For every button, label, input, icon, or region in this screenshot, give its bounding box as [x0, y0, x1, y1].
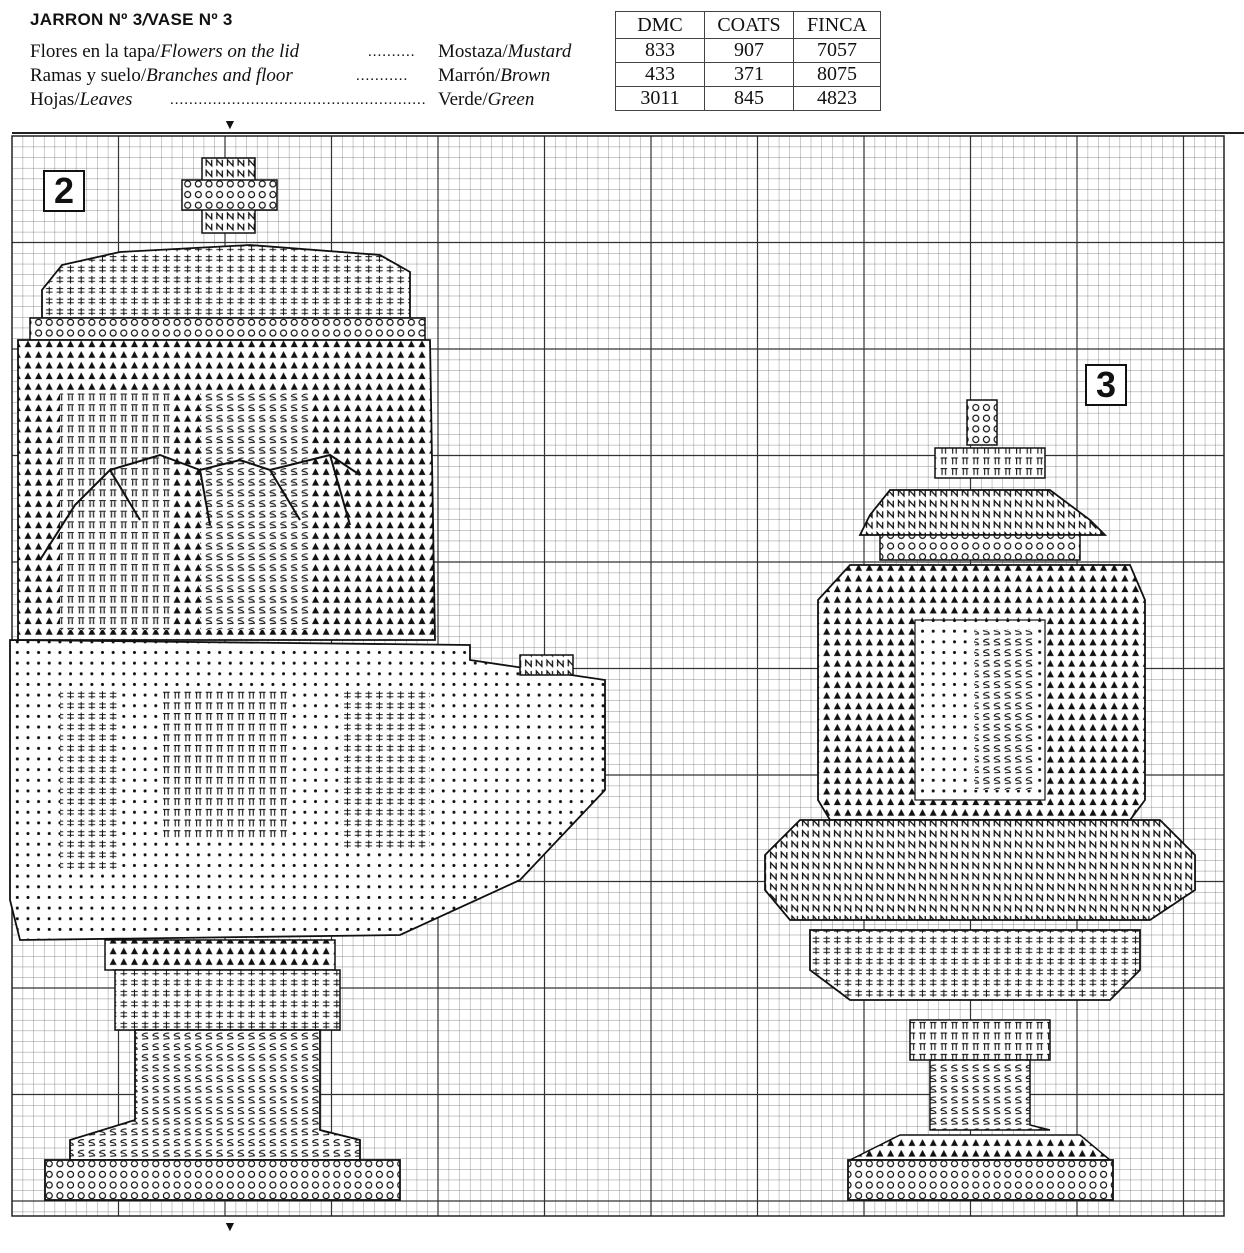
table-cell: 4823 — [794, 87, 881, 111]
leader-dots: .......... — [368, 44, 416, 60]
vase-3-lid-rim — [880, 535, 1080, 560]
legend-color-es: Marrón — [438, 65, 495, 86]
legend-label-en: Flowers on the lid — [160, 41, 300, 62]
table-cell: 907 — [705, 39, 794, 63]
table-cell: 845 — [705, 87, 794, 111]
vase-3-lower-body — [810, 930, 1140, 1000]
vase-2-body-pattern-left — [60, 390, 170, 630]
legend-color: Marrón/Brown — [438, 65, 551, 86]
leader-dots: ........... — [356, 68, 409, 84]
table-cell: 371 — [705, 63, 794, 87]
title-english: VASE Nº 3 — [147, 10, 233, 29]
vase-2-handle — [520, 655, 573, 675]
vase-2-neck — [105, 940, 335, 970]
center-arrow-top-icon: ▼ — [223, 118, 237, 133]
pattern-title: JARRON Nº 3/VASE Nº 3 — [30, 10, 233, 29]
legend-color: Verde/Green — [438, 89, 535, 110]
legend-row-lid: Flores en la tapa/Flowers on the lid .......... Mostaza/Mustard — [30, 41, 572, 62]
panel-number-3: 3 — [1085, 364, 1127, 406]
leader-dots: ...................................................... — [170, 92, 427, 108]
legend-color-es: Mostaza — [438, 41, 503, 62]
legend-label-en: Leaves — [79, 89, 133, 110]
vase-2-lid-rim — [30, 318, 425, 340]
legend-color-en: Mustard — [507, 41, 572, 62]
table-cell: 8075 — [794, 63, 881, 87]
table-cell: 3011 — [616, 87, 705, 111]
legend-label-es: Ramas y suelo — [30, 65, 141, 86]
table-cell: 7057 — [794, 39, 881, 63]
title-spanish: JARRON Nº 3 — [30, 10, 143, 29]
panel-number-2: 2 — [43, 170, 85, 212]
vase-2-bowl-band-1 — [60, 690, 120, 870]
vase-3-foot — [848, 1160, 1113, 1200]
vase-2-bowl-band-3 — [340, 690, 430, 850]
col-finca: FINCA — [794, 12, 881, 39]
legend-color-en: Green — [487, 89, 535, 110]
vase-3-lid-knob — [967, 400, 997, 445]
col-coats: COATS — [705, 12, 794, 39]
table-cell: 833 — [616, 39, 705, 63]
legend-row-leaves: Hojas/Leaves ...................................................... Verde/Green — [30, 89, 535, 110]
vase-2-collar — [115, 970, 340, 1030]
vase-2-lid-knob-band — [182, 180, 277, 210]
legend-color: Mostaza/Mustard — [438, 41, 572, 62]
legend-label-en: Branches and floor — [146, 65, 293, 86]
legend-color-en: Brown — [500, 65, 551, 86]
col-dmc: DMC — [616, 12, 705, 39]
legend-row-branches: Ramas y suelo/Branches and floor ........... Marrón/Brown — [30, 65, 551, 86]
legend-color-es: Verde — [438, 89, 483, 110]
table-cell: 433 — [616, 63, 705, 87]
vase-2-bowl-band-2 — [160, 690, 290, 840]
vase-3-lid-top — [935, 448, 1045, 478]
legend-label-es: Flores en la tapa — [30, 41, 156, 62]
vase-2-foot — [45, 1160, 400, 1200]
vase-3-collar — [910, 1020, 1050, 1060]
legend-label-es: Hojas — [30, 89, 75, 110]
center-arrow-bottom-icon: ▼ — [223, 1220, 237, 1235]
vase-3-window-detail — [975, 630, 1035, 790]
vase-3-shoulder — [765, 820, 1195, 920]
